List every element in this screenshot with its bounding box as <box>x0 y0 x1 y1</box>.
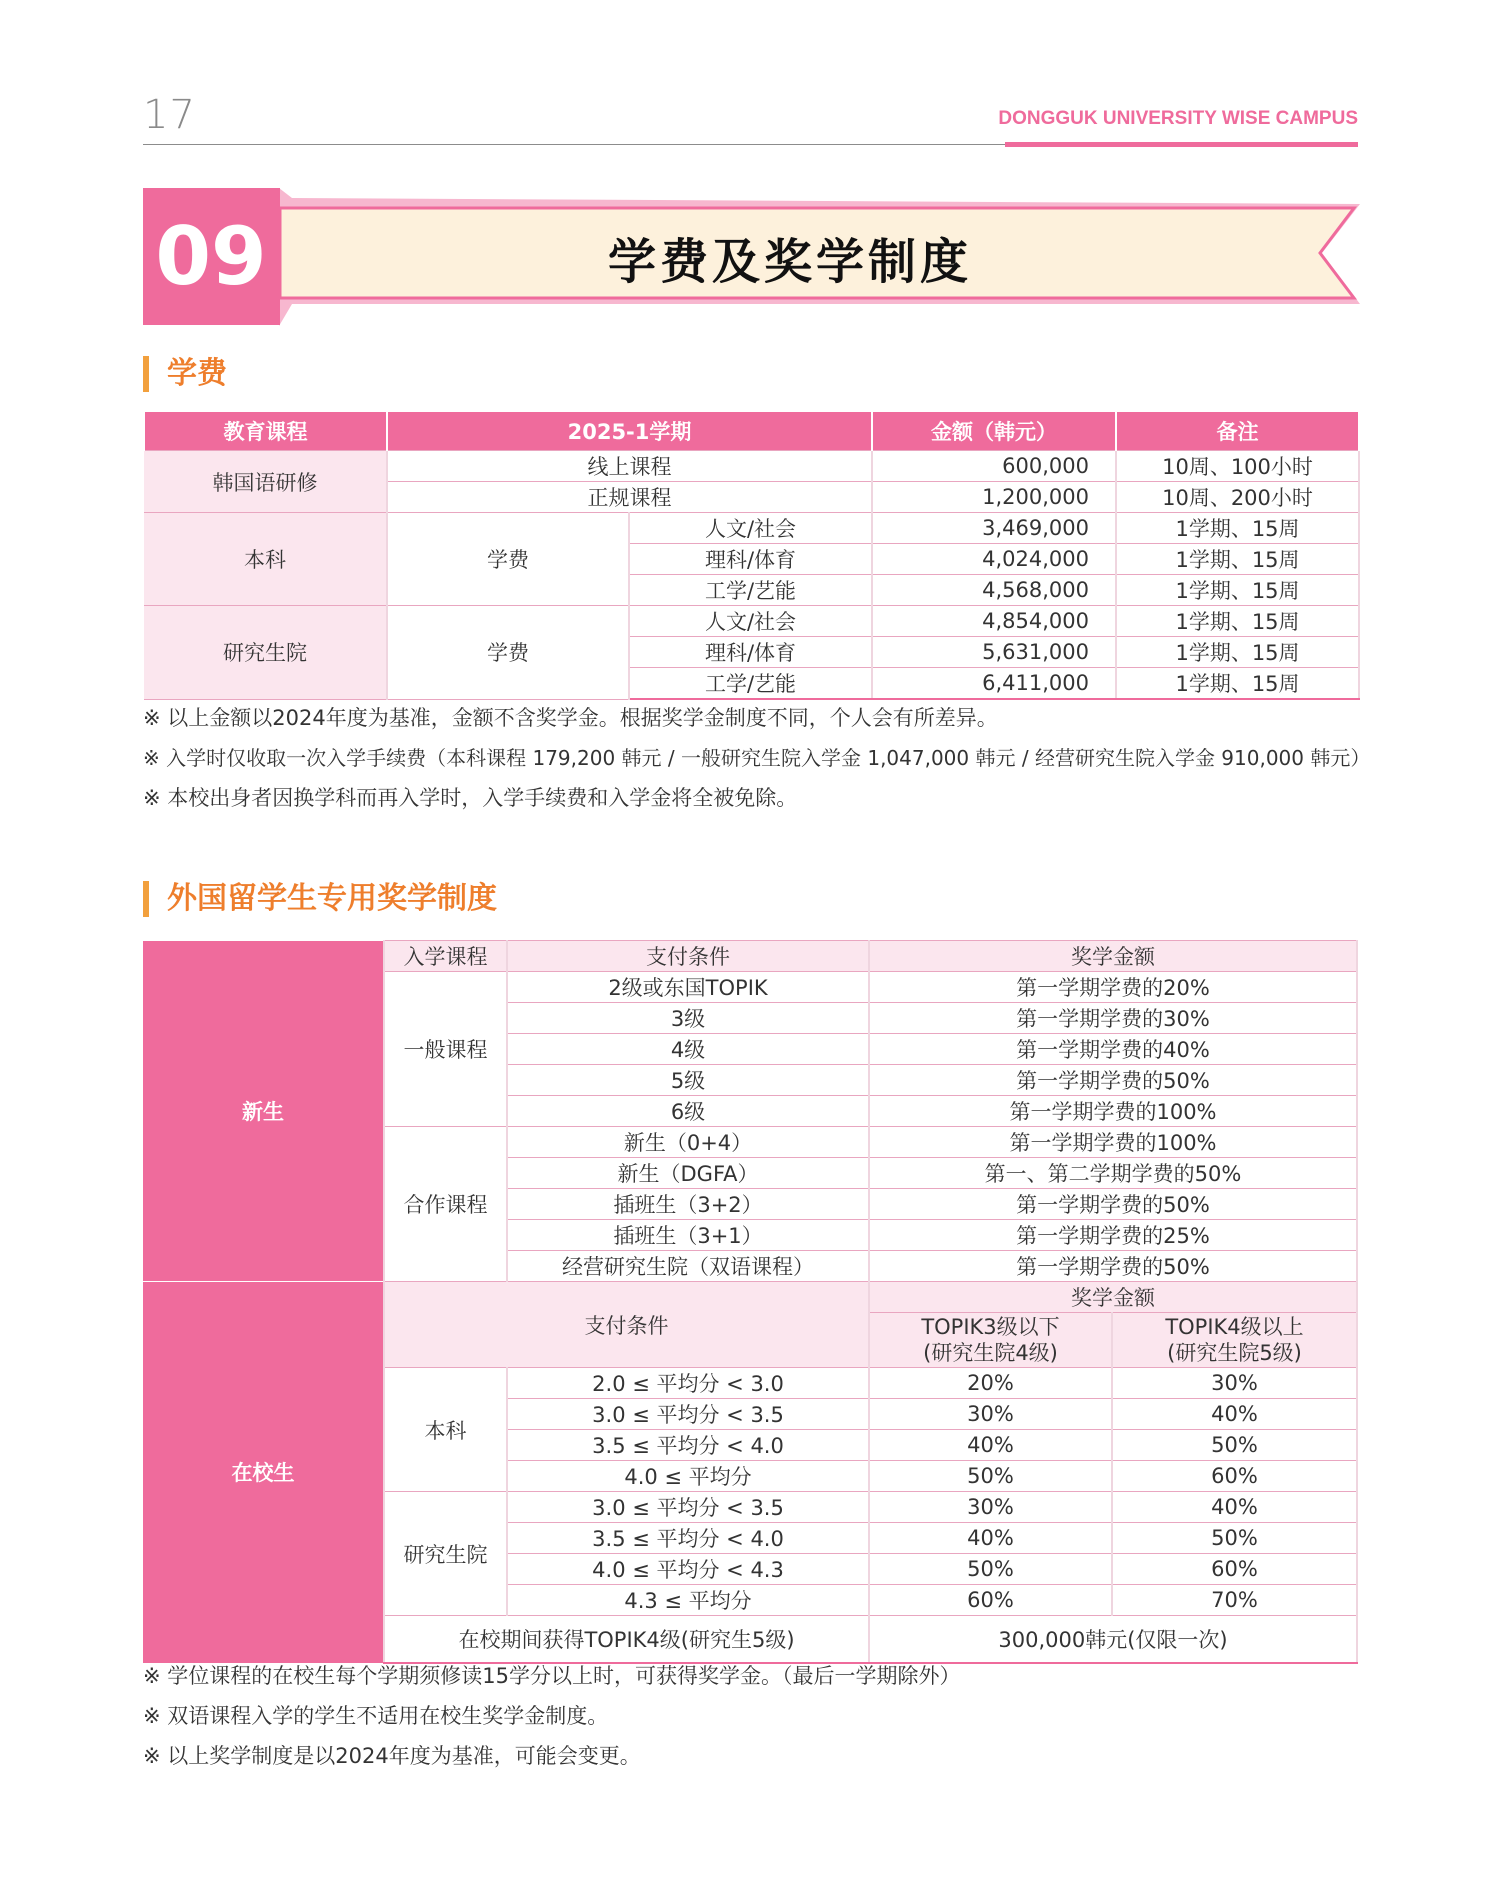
amount-cell: 第一学期学费的100% <box>869 1127 1357 1158</box>
amount-cell: 3,469,000 <box>872 513 1116 544</box>
header-condition: 支付条件 <box>384 1282 869 1368</box>
fees-table <box>143 412 1360 700</box>
header-topik-low: TOPIK3级以下 (研究生院4级) <box>869 1313 1112 1368</box>
amount-high-cell: 60% <box>1112 1554 1357 1585</box>
header-course: 入学课程 <box>384 941 507 972</box>
field-cell: 人文/社会 <box>629 606 872 637</box>
topik-amount: 300,000韩元(仅限一次) <box>869 1616 1357 1664</box>
remark-cell: 1学期、15周 <box>1116 544 1359 575</box>
condition-cell: 插班生（3+2） <box>507 1189 869 1220</box>
amount-cell: 4,568,000 <box>872 575 1116 606</box>
header-accent-bar <box>1005 142 1358 147</box>
fees-note: ※ 入学时仅收取一次入学手续费（本科课程 179,200 韩元 / 一般研究生院入学金 1,047,000 韩元 / 经营研究生院入学金 910,000 韩元） <box>143 746 1371 770</box>
field-cell: 理科/体育 <box>629 637 872 668</box>
amount-low-cell: 20% <box>869 1368 1112 1399</box>
header-amount: 金额（韩元） <box>872 412 1116 451</box>
fees-section-title: 学费 <box>143 356 227 392</box>
amount-cell: 第一学期学费的25% <box>869 1220 1357 1251</box>
remark-cell: 1学期、15周 <box>1116 575 1359 606</box>
field-cell: 工学/艺能 <box>629 668 872 700</box>
condition-cell: 3.5 ≤ 平均分 < 4.0 <box>507 1523 869 1554</box>
amount-cell: 4,854,000 <box>872 606 1116 637</box>
condition-cell: 4级 <box>507 1034 869 1065</box>
amount-high-cell: 60% <box>1112 1461 1357 1492</box>
amount-cell: 600,000 <box>872 451 1116 482</box>
condition-cell: 3.0 ≤ 平均分 < 3.5 <box>507 1492 869 1523</box>
field-cell: 工学/艺能 <box>629 575 872 606</box>
header-topik-high: TOPIK4级以上 (研究生院5级) <box>1112 1313 1357 1368</box>
amount-high-cell: 50% <box>1112 1523 1357 1554</box>
scholarship-note: ※ 双语课程入学的学生不适用在校生奖学金制度。 <box>143 1704 609 1728</box>
condition-cell: 3级 <box>507 1003 869 1034</box>
amount-cell: 6,411,000 <box>872 668 1116 700</box>
course-undergrad: 本科 <box>384 1368 507 1492</box>
header-amount: 奖学金额 <box>869 941 1357 972</box>
condition-cell: 6级 <box>507 1096 869 1127</box>
condition-cell: 4.0 ≤ 平均分 <box>507 1461 869 1492</box>
header-amount: 奖学金额 <box>869 1282 1357 1313</box>
condition-cell: 3.0 ≤ 平均分 < 3.5 <box>507 1399 869 1430</box>
remark-cell: 10周、100小时 <box>1116 451 1359 482</box>
remark-cell: 1学期、15周 <box>1116 606 1359 637</box>
amount-high-cell: 40% <box>1112 1399 1357 1430</box>
course-grad: 研究生院 <box>384 1492 507 1616</box>
amount-cell: 第一学期学费的20% <box>869 972 1357 1003</box>
course-general: 一般课程 <box>384 972 507 1127</box>
category-korean: 韩国语研修 <box>144 451 387 513</box>
condition-cell: 5级 <box>507 1065 869 1096</box>
amount-cell: 第一学期学费的50% <box>869 1251 1357 1282</box>
amount-cell: 4,024,000 <box>872 544 1116 575</box>
table-row <box>143 941 1357 972</box>
category-current-students: 在校生 <box>143 1282 384 1664</box>
amount-low-cell: 30% <box>869 1399 1112 1430</box>
header-course: 教育课程 <box>144 412 387 451</box>
scholarship-table <box>143 940 1358 1664</box>
amount-low-cell: 50% <box>869 1554 1112 1585</box>
amount-cell: 第一学期学费的100% <box>869 1096 1357 1127</box>
topik-condition: 在校期间获得TOPIK4级(研究生5级) <box>384 1616 869 1664</box>
category-undergrad: 本科 <box>144 513 387 606</box>
table-header-row <box>144 412 1359 451</box>
condition-cell: 经营研究生院（双语课程） <box>507 1251 869 1282</box>
amount-low-cell: 40% <box>869 1523 1112 1554</box>
amount-low-cell: 50% <box>869 1461 1112 1492</box>
condition-cell: 2.0 ≤ 平均分 < 3.0 <box>507 1368 869 1399</box>
amount-cell: 第一学期学费的50% <box>869 1189 1357 1220</box>
condition-cell: 3.5 ≤ 平均分 < 4.0 <box>507 1430 869 1461</box>
course-cell: 线上课程 <box>387 451 872 482</box>
table-row <box>143 1282 1357 1313</box>
fees-note: ※ 以上金额以2024年度为基准，金额不含奖学金。根据奖学金制度不同，个人会有所差异。 <box>143 706 998 730</box>
fee-label: 学费 <box>387 513 629 606</box>
course-cell: 正规课程 <box>387 482 872 513</box>
chapter-number: 09 <box>155 209 267 303</box>
amount-cell: 第一学期学费的50% <box>869 1065 1357 1096</box>
field-cell: 理科/体育 <box>629 544 872 575</box>
amount-cell: 1,200,000 <box>872 482 1116 513</box>
remark-cell: 1学期、15周 <box>1116 637 1359 668</box>
amount-high-cell: 70% <box>1112 1585 1357 1616</box>
condition-cell: 插班生（3+1） <box>507 1220 869 1251</box>
amount-cell: 5,631,000 <box>872 637 1116 668</box>
condition-cell: 4.3 ≤ 平均分 <box>507 1585 869 1616</box>
header-semester: 2025-1学期 <box>387 412 872 451</box>
table-row <box>144 513 1359 544</box>
remark-cell: 1学期、15周 <box>1116 513 1359 544</box>
campus-name: DONGGUK UNIVERSITY WISE CAMPUS <box>998 108 1358 129</box>
remark-cell: 10周、200小时 <box>1116 482 1359 513</box>
condition-cell: 新生（DGFA） <box>507 1158 869 1189</box>
amount-high-cell: 50% <box>1112 1430 1357 1461</box>
scholarship-note: ※ 学位课程的在校生每个学期须修读15学分以上时，可获得奖学金。（最后一学期除外） <box>143 1664 961 1688</box>
course-coop: 合作课程 <box>384 1127 507 1282</box>
category-new-students: 新生 <box>143 941 384 1282</box>
condition-cell: 2级或东国TOPIK <box>507 972 869 1003</box>
condition-cell: 新生（0+4） <box>507 1127 869 1158</box>
header-condition: 支付条件 <box>507 941 869 972</box>
amount-cell: 第一、第二学期学费的50% <box>869 1158 1357 1189</box>
amount-high-cell: 40% <box>1112 1492 1357 1523</box>
table-row <box>144 451 1359 482</box>
amount-low-cell: 60% <box>869 1585 1112 1616</box>
amount-cell: 第一学期学费的30% <box>869 1003 1357 1034</box>
amount-high-cell: 30% <box>1112 1368 1357 1399</box>
field-cell: 人文/社会 <box>629 513 872 544</box>
condition-cell: 4.0 ≤ 平均分 < 4.3 <box>507 1554 869 1585</box>
amount-low-cell: 30% <box>869 1492 1112 1523</box>
scholarship-section-title: 外国留学生专用奖学制度 <box>143 881 497 917</box>
category-grad: 研究生院 <box>144 606 387 700</box>
fees-note: ※ 本校出身者因换学科而再入学时，入学手续费和入学金将全被免除。 <box>143 786 798 810</box>
page-number: 17 <box>143 92 196 138</box>
amount-cell: 第一学期学费的40% <box>869 1034 1357 1065</box>
chapter-title: 学费及奖学制度 <box>607 233 972 290</box>
fee-label: 学费 <box>387 606 629 700</box>
amount-low-cell: 40% <box>869 1430 1112 1461</box>
scholarship-note: ※ 以上奖学制度是以2024年度为基准，可能会变更。 <box>143 1744 641 1768</box>
table-row <box>144 606 1359 637</box>
remark-cell: 1学期、15周 <box>1116 668 1359 700</box>
header-remark: 备注 <box>1116 412 1359 451</box>
